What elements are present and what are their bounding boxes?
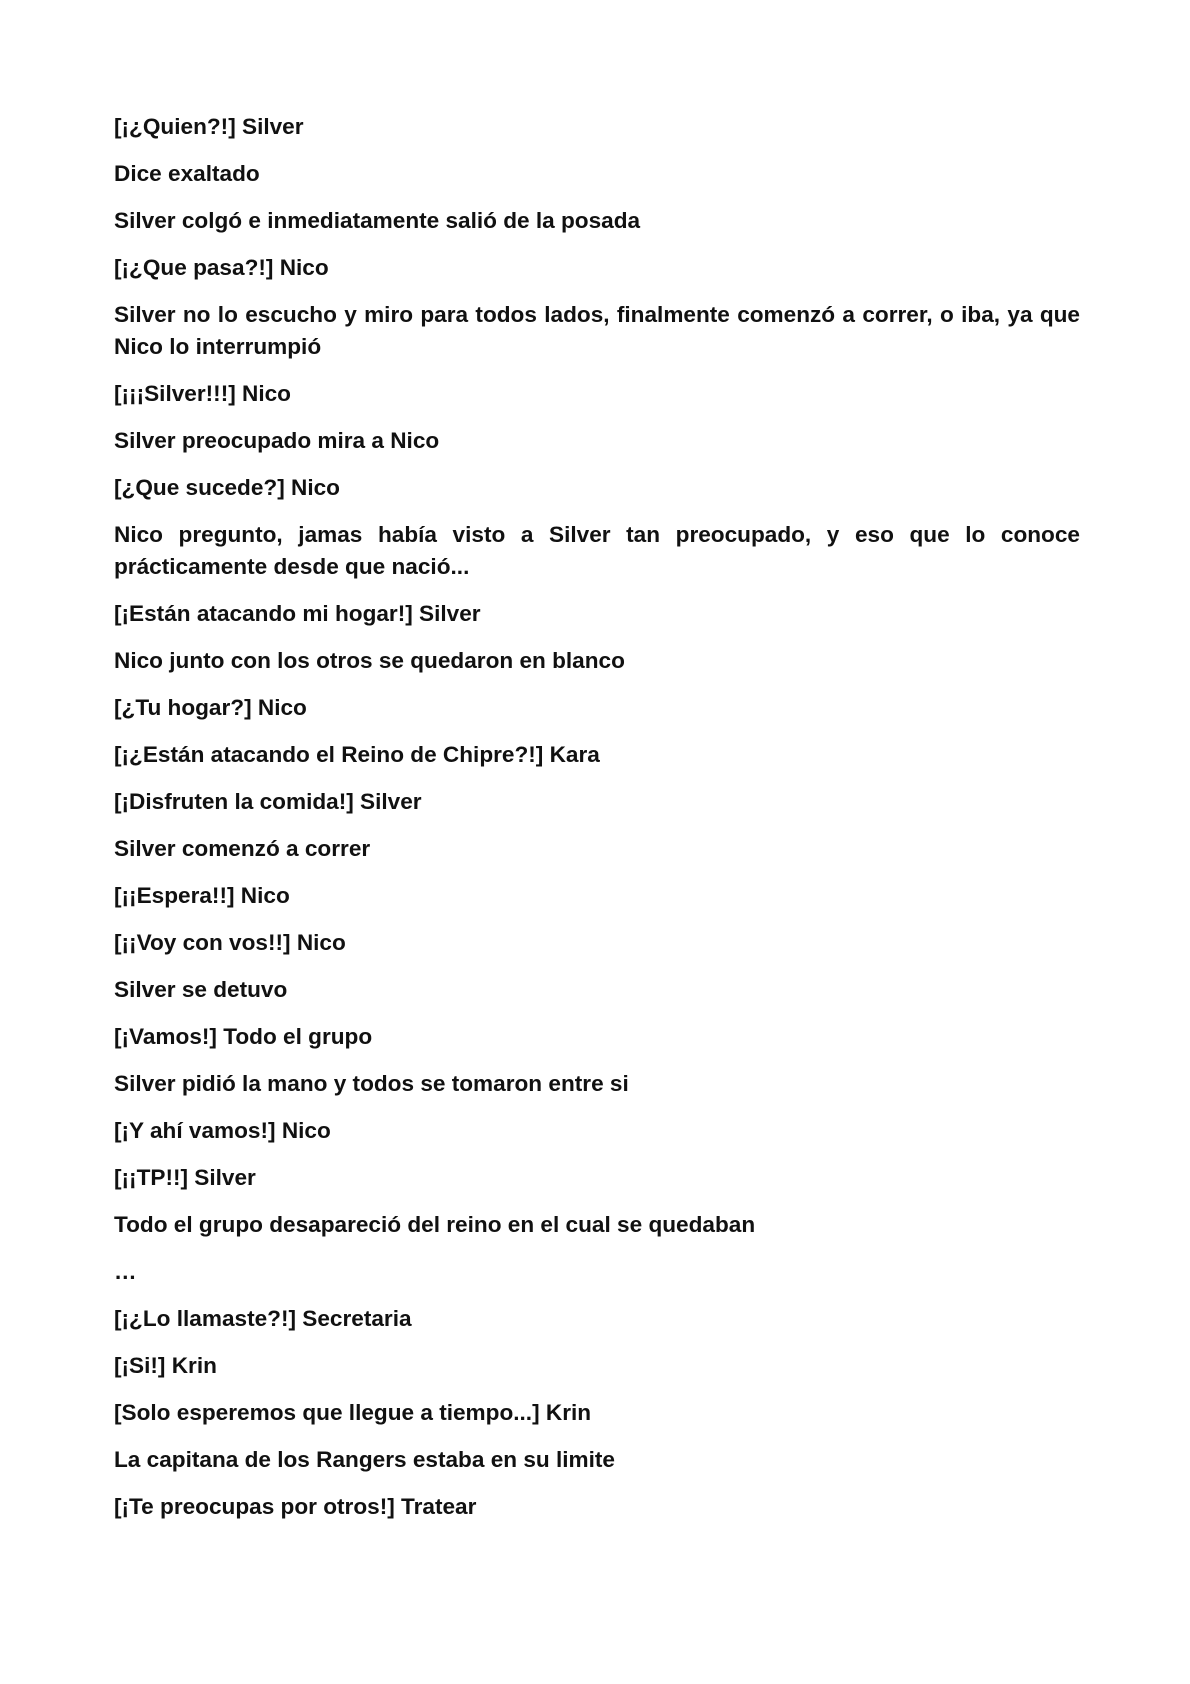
paragraph: [¡Vamos!] Todo el grupo: [114, 1024, 373, 1049]
paragraph: [¿Que sucede?] Nico: [114, 475, 340, 500]
paragraph: Silver no lo escucho y miro para todos lados, finalmente comenzó a correr, o iba, ya que Nico lo interrumpió: [114, 302, 1080, 359]
document-body: [114, 111, 1080, 1538]
paragraph: [¡¡Espera!!] Nico: [114, 883, 290, 908]
paragraph: [¡¿Quien?!] Silver: [114, 114, 304, 139]
paragraph: Silver colgó e inmediatamente salió de la posada: [114, 208, 641, 233]
paragraph: Todo el grupo desapareció del reino en el cual se quedaban: [114, 1212, 756, 1237]
paragraph: Nico junto con los otros se quedaron en blanco: [114, 648, 625, 673]
paragraph: [¡Y ahí vamos!] Nico: [114, 1118, 331, 1143]
paragraph: [¡Si!] Krin: [114, 1353, 217, 1378]
paragraph: Dice exaltado: [114, 161, 260, 186]
paragraph: …: [114, 1259, 137, 1284]
paragraph: [¡¿Que pasa?!] Nico: [114, 255, 329, 280]
paragraph: Nico pregunto, jamas había visto a Silver tan preocupado, y eso que lo conoce prácticamente desde que nació...: [114, 522, 1080, 579]
paragraph: [¡Te preocupas por otros!] Tratear: [114, 1494, 477, 1519]
paragraph: Silver comenzó a correr: [114, 836, 371, 861]
paragraph: [¡Están atacando mi hogar!] Silver: [114, 601, 481, 626]
paragraph: [¡¡TP!!] Silver: [114, 1165, 256, 1190]
paragraph: [¡Disfruten la comida!] Silver: [114, 789, 422, 814]
paragraph: [Solo esperemos que llegue a tiempo...] Krin: [114, 1400, 592, 1425]
paragraph: [¡¡Voy con vos!!] Nico: [114, 930, 346, 955]
paragraph: [¡¡¡Silver!!!] Nico: [114, 381, 291, 406]
paragraph: Silver preocupado mira a Nico: [114, 428, 440, 453]
paragraph: Silver se detuvo: [114, 977, 288, 1002]
paragraph: [¡¿Están atacando el Reino de Chipre?!] Kara: [114, 742, 600, 767]
paragraph: [¡¿Lo llamaste?!] Secretaria: [114, 1306, 412, 1331]
paragraph: [¿Tu hogar?] Nico: [114, 695, 307, 720]
paragraph: Silver pidió la mano y todos se tomaron entre si: [114, 1071, 629, 1096]
paragraph: La capitana de los Rangers estaba en su limite: [114, 1447, 616, 1472]
